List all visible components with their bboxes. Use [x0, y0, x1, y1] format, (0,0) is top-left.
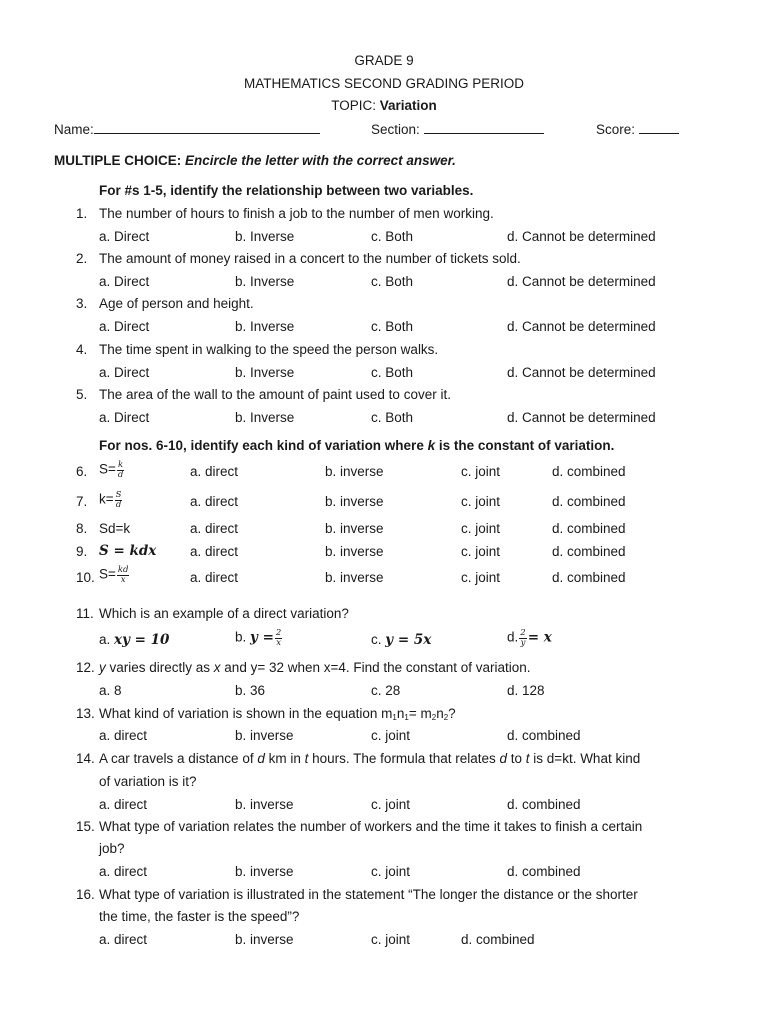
q1-option-a[interactable]: a. Direct: [99, 229, 150, 244]
part1-heading: For #s 1-5, identify the relationship between two variables.: [99, 183, 474, 198]
q11-c-expr: y = 5x: [385, 632, 432, 648]
q14-question-line1: [99, 752, 640, 766]
q9-option-b[interactable]: b. inverse: [325, 544, 384, 559]
q12-y: y: [99, 660, 106, 675]
q14-option-c[interactable]: c. joint: [371, 797, 411, 812]
q13-sub1: 1: [392, 713, 397, 722]
q10-option-a[interactable]: a. direct: [190, 570, 239, 585]
q12-option-d[interactable]: d. 128: [507, 683, 545, 698]
q16-option-b[interactable]: b. inverse: [235, 932, 294, 947]
q8-number: 8.: [76, 521, 88, 536]
q5-question: The area of the wall to the amount of paint used to cover it.: [99, 387, 451, 402]
part2-heading-pre: For nos. 6-10, identify each kind of variation where: [99, 438, 428, 453]
topic-label: TOPIC:: [331, 98, 376, 113]
q11-option-b[interactable]: [235, 629, 283, 647]
q12-option-b[interactable]: b. 36: [235, 683, 266, 698]
q1-option-b[interactable]: b. Inverse: [235, 229, 295, 244]
q7-number: 7.: [76, 494, 88, 509]
instructions: [54, 154, 456, 168]
subject-heading: MATHEMATICS SECOND GRADING PERIOD: [243, 76, 525, 91]
q7-option-c[interactable]: c. joint: [461, 494, 501, 509]
q6-option-a[interactable]: a. direct: [190, 464, 239, 479]
q2-question: The amount of money raised in a concert to the number of tickets sold.: [99, 251, 521, 266]
q7-denominator: d: [115, 499, 122, 510]
q13-question: [99, 707, 456, 721]
q12-option-a[interactable]: a. 8: [99, 683, 122, 698]
q8-option-b[interactable]: b. inverse: [325, 521, 384, 536]
q6-denominator: d: [117, 469, 124, 480]
q10-option-c[interactable]: c. joint: [461, 570, 501, 585]
q13-text: What kind of variation is shown in the equation m: [99, 706, 393, 721]
score-label: Score:: [596, 122, 636, 137]
q5-number: 5.: [76, 387, 88, 402]
q7-expression: [99, 491, 123, 509]
part2-heading-k: k: [427, 438, 436, 453]
q15-option-b[interactable]: b. inverse: [235, 864, 294, 879]
q11-a-letter: a.: [99, 632, 111, 647]
q11-c-letter: c.: [371, 632, 382, 647]
q4-question: The time spent in walking to the speed the person walks.: [99, 342, 439, 357]
q16-question-line1: What type of variation is illustrated in the statement “The longer the distance or the shorter: [99, 887, 638, 902]
q13-option-a[interactable]: a. direct: [99, 728, 148, 743]
q14-number: 14.: [76, 751, 95, 766]
q10-pre: S=: [99, 566, 116, 582]
q13-n2: n: [436, 706, 444, 721]
q11-d-fraction: [519, 629, 526, 647]
part2-heading-post: is the constant of variation.: [435, 438, 615, 453]
q13-n: n: [396, 706, 405, 721]
q13-eq: = m: [408, 706, 432, 721]
q14-p4: to: [507, 751, 526, 766]
q14-option-b[interactable]: b. inverse: [235, 797, 294, 812]
section-field[interactable]: [371, 122, 544, 137]
q7-fraction: [115, 491, 123, 509]
q16-number: 16.: [76, 887, 95, 902]
q11-d-numerator: 2: [520, 628, 526, 638]
q11-option-a[interactable]: [99, 633, 169, 648]
q13-sub4: 2: [443, 713, 449, 722]
section-blank[interactable]: [424, 122, 544, 134]
q14-question-line2: of variation is it?: [99, 774, 197, 789]
q6-option-d[interactable]: d. combined: [552, 464, 626, 479]
q12-mid1: varies directly as: [105, 660, 214, 675]
q16-option-c[interactable]: c. joint: [371, 932, 411, 947]
q11-a-expr: xy = 10: [114, 632, 170, 648]
q14-p1: A car travels a distance of: [99, 751, 258, 766]
q15-option-c[interactable]: c. joint: [371, 864, 411, 879]
q11-b-numerator: 2: [275, 628, 282, 638]
q8-option-a[interactable]: a. direct: [190, 521, 239, 536]
q16-question-line2: the time, the faster is the speed”?: [99, 909, 300, 924]
q9-expression: S = kdx: [99, 543, 157, 559]
q2-option-c[interactable]: c. Both: [371, 274, 414, 289]
q13-sub3: 2: [431, 713, 437, 722]
q14-option-d[interactable]: d. combined: [507, 797, 581, 812]
q13-number: 13.: [76, 706, 95, 721]
q3-option-c[interactable]: c. Both: [371, 319, 414, 334]
q8-expression: Sd=k: [99, 521, 131, 536]
q7-numerator: S: [115, 490, 122, 500]
q15-number: 15.: [76, 819, 95, 834]
q11-b-letter: b.: [235, 629, 247, 645]
q14-p3: hours. The formula that relates: [308, 751, 500, 766]
q15-question-line1: What type of variation relates the number of workers and the time it takes to finish a certain: [99, 819, 643, 834]
q6-fraction: [117, 461, 124, 479]
q14-d2: d: [499, 751, 508, 766]
q5-option-a[interactable]: a. Direct: [99, 410, 150, 425]
q9-number: 9.: [76, 544, 88, 559]
q11-d-denominator: y: [520, 637, 526, 648]
q14-t2: t: [525, 751, 530, 766]
q11-d-post: = x: [527, 629, 552, 646]
q10-expression: [99, 566, 130, 584]
q12-mid2: and y= 32 when x=4. Find the constant of variation.: [220, 660, 531, 675]
q12-number: 12.: [76, 660, 95, 675]
q11-b-fraction: [275, 629, 282, 647]
q2-option-d[interactable]: d. Cannot be determined: [507, 274, 656, 289]
q7-option-d[interactable]: d. combined: [552, 494, 626, 509]
q1-option-c[interactable]: c. Both: [371, 229, 414, 244]
q9-option-d[interactable]: d. combined: [552, 544, 626, 559]
q9-option-c[interactable]: c. joint: [461, 544, 501, 559]
q14-t: t: [304, 751, 309, 766]
q5-option-c[interactable]: c. Both: [371, 410, 414, 425]
instructions-text: Encircle the letter with the correct answer.: [185, 153, 456, 168]
score-field[interactable]: [596, 122, 679, 137]
q5-option-d[interactable]: d. Cannot be determined: [507, 410, 656, 425]
q2-option-b[interactable]: b. Inverse: [235, 274, 295, 289]
q14-p2: km in: [264, 751, 305, 766]
q11-option-d[interactable]: [507, 629, 552, 647]
q6-number: 6.: [76, 464, 88, 479]
section-label: Section:: [371, 122, 420, 137]
score-blank[interactable]: [639, 122, 679, 134]
q8-option-d[interactable]: d. combined: [552, 521, 626, 536]
q7-option-a[interactable]: a. direct: [190, 494, 239, 509]
q3-option-d[interactable]: d. Cannot be determined: [507, 319, 656, 334]
q3-number: 3.: [76, 296, 88, 311]
q11-b-pre: y =: [250, 629, 274, 646]
q6-option-b[interactable]: b. inverse: [325, 464, 384, 479]
q2-option-a[interactable]: a. Direct: [99, 274, 150, 289]
q4-option-c[interactable]: c. Both: [371, 365, 414, 380]
q7-option-b[interactable]: b. inverse: [325, 494, 384, 509]
q14-d: d: [257, 751, 265, 766]
q3-option-b[interactable]: b. Inverse: [235, 319, 295, 334]
q13-sub2: 1: [404, 713, 409, 722]
q14-p5: is d=kt. What kind: [529, 751, 641, 766]
q1-option-d[interactable]: d. Cannot be determined: [507, 229, 656, 244]
q12-question: [99, 661, 531, 675]
q13-end: ?: [448, 706, 456, 721]
q3-question: Age of person and height.: [99, 296, 254, 311]
instructions-title: MULTIPLE CHOICE:: [54, 153, 182, 168]
topic-value: Variation: [379, 98, 437, 113]
q4-option-b[interactable]: b. Inverse: [235, 365, 295, 380]
name-label: Name:: [54, 122, 94, 137]
q12-x: x: [213, 660, 221, 675]
q2-number: 2.: [76, 251, 88, 266]
q10-denominator: x: [120, 574, 126, 585]
q9-option-a[interactable]: a. direct: [190, 544, 239, 559]
q5-option-b[interactable]: b. Inverse: [235, 410, 295, 425]
q15-option-d[interactable]: d. combined: [507, 864, 581, 879]
q13-option-b[interactable]: b. inverse: [235, 728, 294, 743]
part2-heading: [99, 439, 614, 453]
q13-option-d[interactable]: d. combined: [507, 728, 581, 743]
q10-numerator: kd: [117, 565, 129, 575]
q13-option-c[interactable]: c. joint: [371, 728, 411, 743]
q11-number: 11.: [76, 606, 94, 621]
q11-b-denominator: x: [276, 637, 281, 648]
name-blank[interactable]: [94, 122, 320, 134]
q8-option-c[interactable]: c. joint: [461, 521, 501, 536]
q15-option-a[interactable]: a. direct: [99, 864, 148, 879]
q6-numerator: k: [118, 460, 124, 470]
q10-fraction: [117, 566, 130, 584]
q1-number: 1.: [76, 206, 88, 221]
q4-option-d[interactable]: d. Cannot be determined: [507, 365, 656, 380]
q10-number: 10.: [76, 570, 95, 585]
q1-question: The number of hours to finish a job to the number of men working.: [99, 206, 494, 221]
q7-pre: k=: [99, 491, 114, 507]
q3-option-a[interactable]: a. Direct: [99, 319, 150, 334]
q6-expression: [99, 461, 125, 479]
q14-option-a[interactable]: a. direct: [99, 797, 148, 812]
topic-heading: [0, 99, 768, 113]
q6-option-c[interactable]: c. joint: [461, 464, 501, 479]
q4-number: 4.: [76, 342, 88, 357]
q6-pre: S=: [99, 461, 116, 477]
q11-d-letter: d.: [507, 629, 519, 645]
q12-option-c[interactable]: c. 28: [371, 683, 401, 698]
name-field[interactable]: [54, 122, 320, 137]
q11-question: Which is an example of a direct variation?: [99, 606, 349, 621]
q11-option-c[interactable]: [371, 633, 431, 648]
grade-heading: GRADE 9: [354, 53, 414, 68]
q15-question-line2: job?: [99, 841, 125, 856]
q16-option-a[interactable]: a. direct: [99, 932, 148, 947]
q4-option-a[interactable]: a. Direct: [99, 365, 150, 380]
q10-option-b[interactable]: b. inverse: [325, 570, 384, 585]
q16-option-d[interactable]: d. combined: [461, 932, 535, 947]
q10-option-d[interactable]: d. combined: [552, 570, 626, 585]
